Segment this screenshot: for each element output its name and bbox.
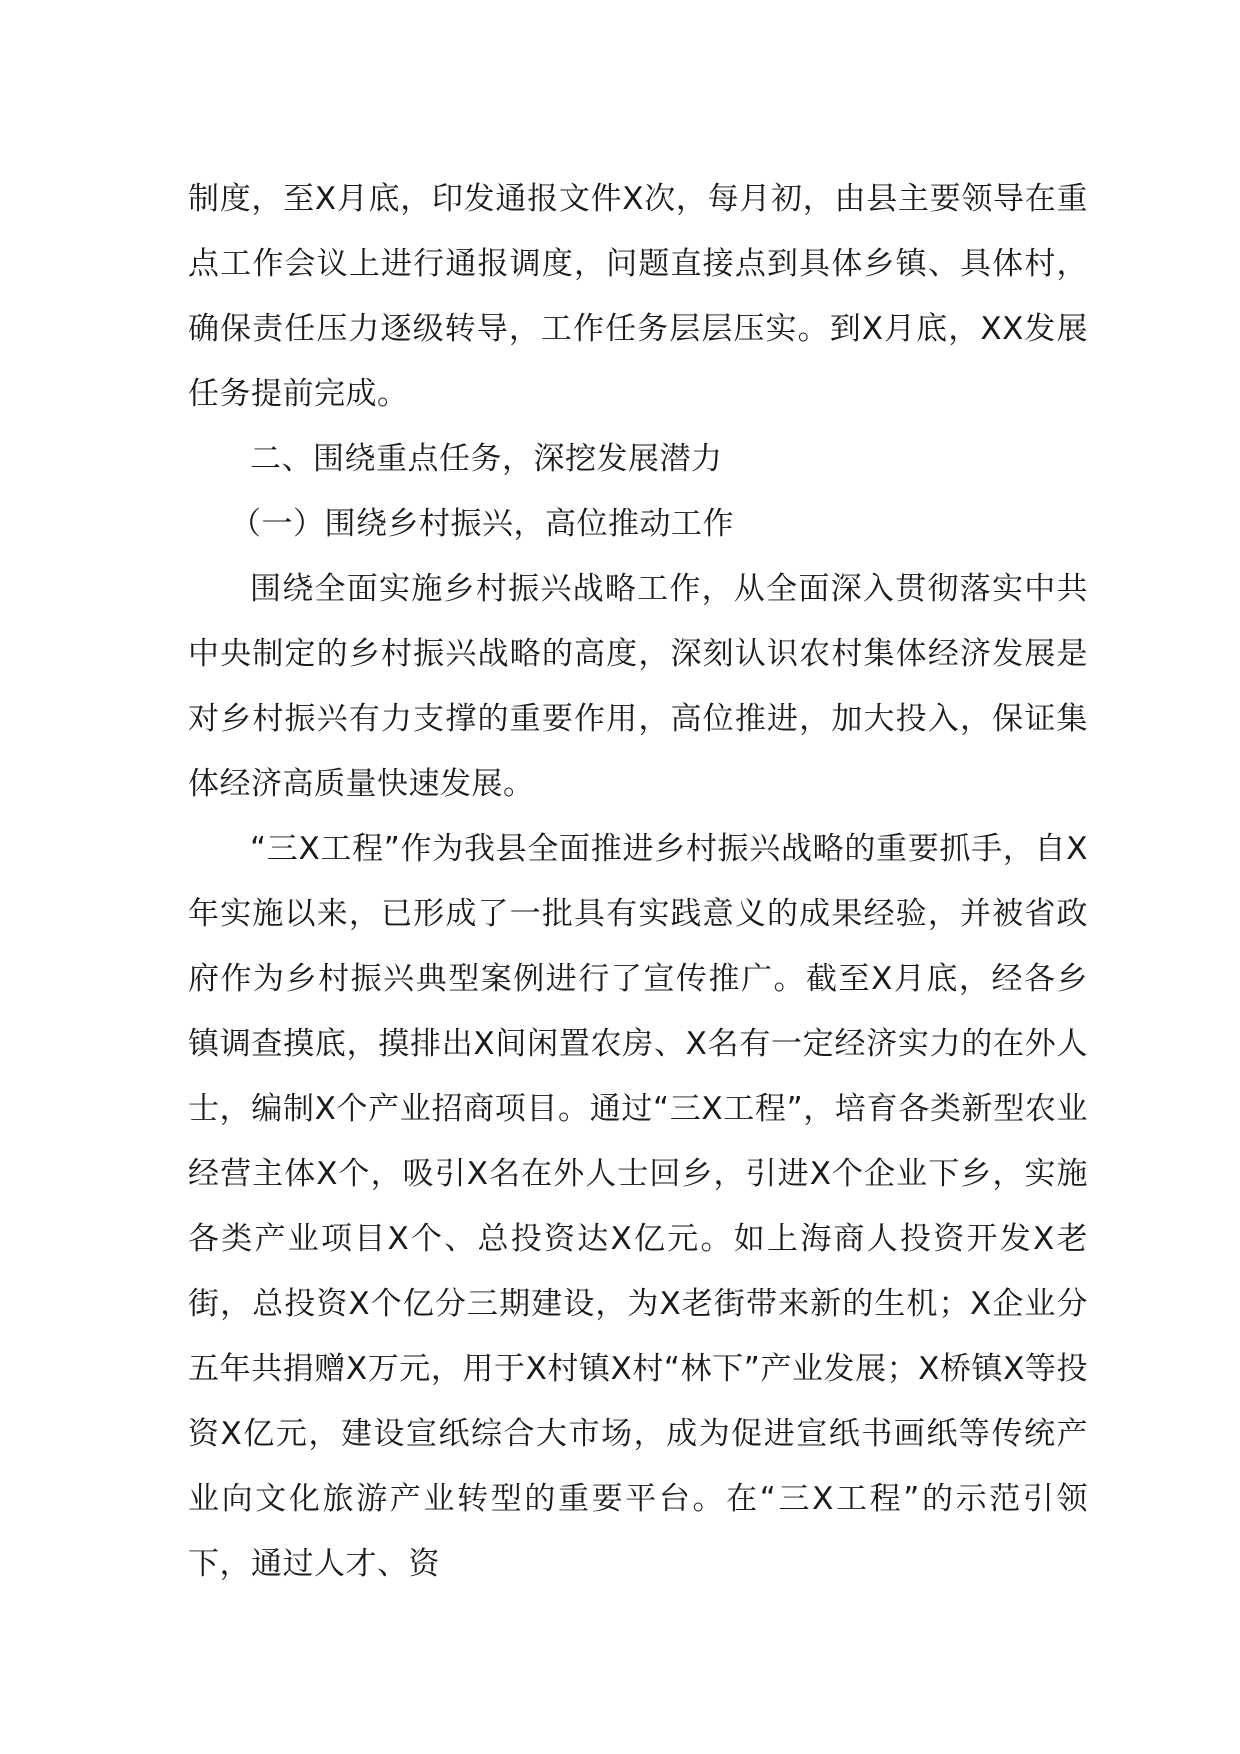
section-heading: 二、围绕重点任务，深挖发展潜力 bbox=[250, 441, 723, 477]
paragraph-continued: 制度，至X月底，印发通报文件X次，每月初，由县主要领导在重点工作会议上进行通报调度，问题直接点到具体乡镇、具体村，确保责任压力逐级转导，工作任务层层压实。到X月底，XX发展任务提前完成。 bbox=[188, 181, 1088, 412]
document-body bbox=[188, 167, 1088, 1597]
subsection-heading: （一）围绕乡村振兴，高位推动工作 bbox=[230, 506, 734, 542]
paragraph: 围绕全面实施乡村振兴战略工作，从全面深入贯彻落实中共中央制定的乡村振兴战略的高度，深刻认识农村集体经济发展是对乡村振兴有力支撑的重要作用，高位推进，加大投入，保证集体经济高质量快速发展。 bbox=[188, 571, 1088, 802]
paragraph: “三X工程”作为我县全面推进乡村振兴战略的重要抓手，自X年实施以来，已形成了一批具有实践意义的成果经验，并被省政府作为乡村振兴典型案例进行了宣传推广。截至X月底，经各乡镇调查摸底，摸排出X间闲置农房、X名有一定经济实力的在外人士，编制X个产业招商项目。通过“三X工程”，培育各类新型农业经营主体X个，吸引X名在外人士回乡，引进X个企业下乡，实施各类产业项目X个、总投资达X亿元。如上海商人投资开发X老街，总投资X个亿分三期建设，为X老街带来新的生机；X企业分五年共捐赠X万元，用于X村镇X村“林下”产业发展；X桥镇X等投资X亿元，建设宣纸综合大市场，成为促进宣纸书画纸等传统产业向文化旅游产业转型的重要平台。在“三X工程”的示范引领下，通过人才、资 bbox=[188, 831, 1088, 1582]
